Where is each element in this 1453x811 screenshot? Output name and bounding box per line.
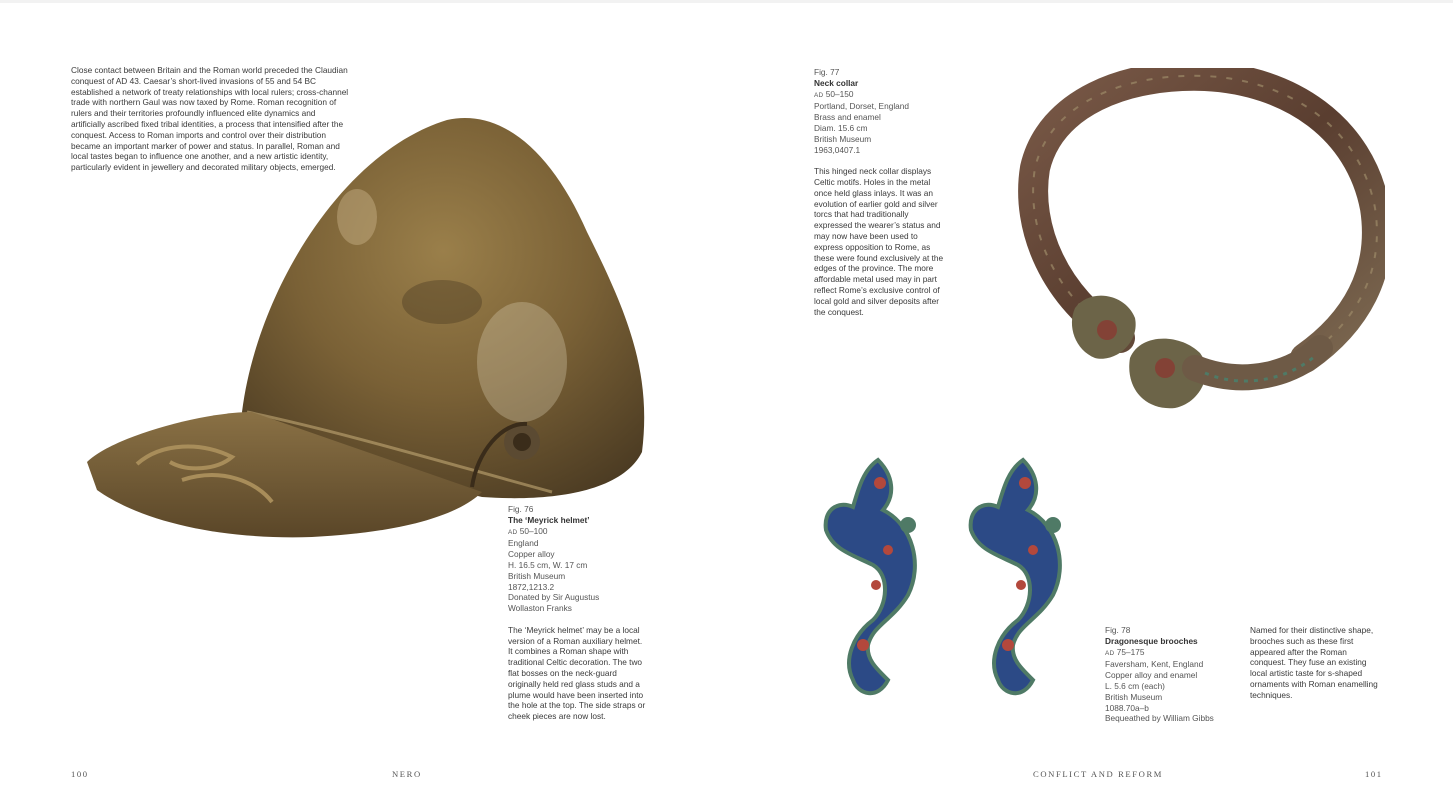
- fig77-number: Fig. 77: [814, 67, 840, 77]
- fig77-dimensions: Diam. 15.6 cm: [814, 122, 868, 133]
- fig78-title: Dragonesque brooches: [1105, 635, 1198, 646]
- fig78-note: Named for their distinctive shape, brooches such as these first appeared after the Roman conquest. They fuse an existing local artistic taste for s-shaped ornaments with Roman enamelling techniques.: [1250, 625, 1378, 700]
- fig76-donor-line2: Wollaston Franks: [508, 603, 572, 614]
- fig76-material: Copper alloy: [508, 549, 555, 560]
- page-number-right: 101: [1365, 769, 1383, 779]
- fig78-place: Faversham, Kent, England: [1105, 659, 1204, 670]
- fig77-title: Neck collar: [814, 77, 859, 88]
- intro-paragraph: Close contact between Britain and the Roman world preceded the Claudian conquest of AD 43. Caesar’s short-lived invasions of 55 and 54 BC established a network of treaty relationships with local rulers; cross-channel trade with northern Gaul was now taxed by Rome. Roman recognition of rulers and their territories profoundly influenced elite dynamics and artificially ascribed fixed tribal identities, a process that intensified after the conquest. Access to Roman imports and control over their distribution became an important marker of power and status. In parallel, Roman and local tastes began to influence one another, and a new artistic identity, particularly evident in jewellery and decorated military objects, emerged.: [71, 65, 349, 173]
- neck-collar-image: [1015, 68, 1385, 420]
- fig76-collection: British Museum: [508, 570, 566, 581]
- fig78-number: Fig. 78: [1105, 625, 1131, 635]
- fig76-dimensions: H. 16.5 cm, W. 17 cm: [508, 559, 588, 570]
- fig78-bequest: Bequeathed by William Gibbs: [1105, 713, 1214, 724]
- fig76-description: The ‘Meyrick helmet’ may be a local version of a Roman auxiliary helmet. It combines a Roman shape with traditional Celtic decoration. The two flat bosses on the neck-guard originally held red glass studs and a plume would have been inserted into the hole at the top. The side straps or cheek pieces are now lost.: [508, 624, 646, 722]
- fig76-title: The ‘Meyrick helmet’: [508, 514, 590, 525]
- fig76-date: AD 50–100: [508, 525, 548, 536]
- fig76-number: Fig. 76: [508, 504, 534, 514]
- dragonesque-brooches-image: [818, 455, 1080, 705]
- running-head-left: NERO: [392, 769, 422, 779]
- meyrick-helmet-image: [82, 112, 650, 542]
- fig76-registration: 1872,1213.2: [508, 581, 555, 592]
- fig78-collection: British Museum: [1105, 691, 1163, 702]
- fig77-place: Portland, Dorset, England: [814, 101, 910, 112]
- fig78-material: Copper alloy and enamel: [1105, 670, 1198, 681]
- fig77-description: This hinged neck collar displays Celtic motifs. Holes in the metal once held glass inlays. It was an evolution of earlier gold and silver torcs that had traditionally expressed the wearer’s status and may now have been used to express opposition to Rome, as these were found exclusively at the edges of the province. The more affordable metal used may in part reflect Rome’s exclusive control of local gold and silver deposits after the conquest.: [814, 166, 944, 317]
- fig76-place: England: [508, 538, 539, 549]
- fig77-date: AD 50–150: [814, 88, 854, 99]
- running-head-right: CONFLICT AND REFORM: [1033, 769, 1164, 779]
- top-edge: [0, 0, 1453, 3]
- fig77-material: Brass and enamel: [814, 112, 881, 123]
- fig78-dimensions: L. 5.6 cm (each): [1105, 680, 1165, 691]
- brooch-left: [826, 460, 916, 693]
- page-number-left: 100: [71, 769, 89, 779]
- fig77-collection: British Museum: [814, 133, 872, 144]
- brooch-right: [971, 460, 1061, 693]
- fig77-registration: 1963,0407.1: [814, 144, 861, 155]
- fig77-caption: [814, 67, 948, 317]
- fig78-caption: [1105, 625, 1235, 724]
- fig76-donor-line1: Donated by Sir Augustus: [508, 592, 600, 603]
- fig78-date: AD 75–175: [1105, 646, 1145, 657]
- fig78-registration: 1088.70a–b: [1105, 702, 1149, 713]
- fig76-caption: [508, 504, 648, 722]
